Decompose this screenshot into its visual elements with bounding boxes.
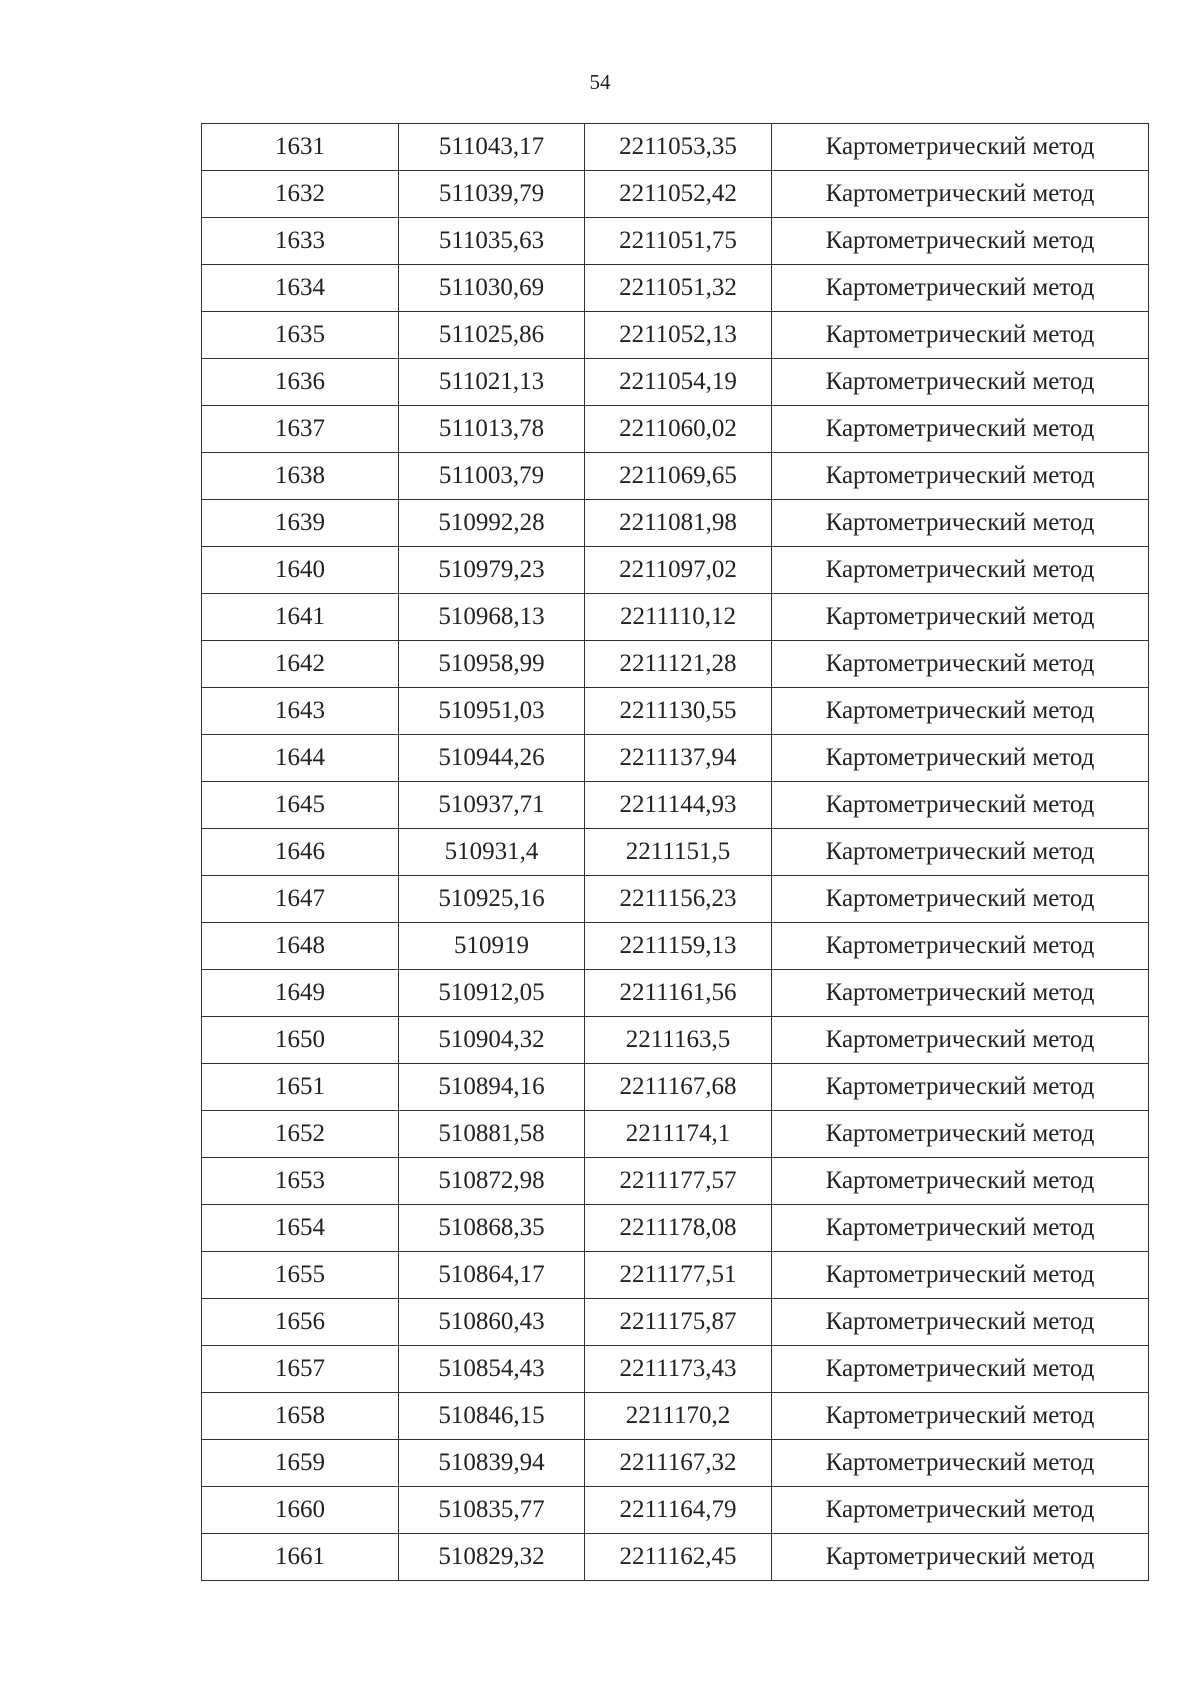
table-row [202, 1440, 1149, 1487]
method-cell: Картометрический метод [772, 406, 1149, 453]
point-number-cell: 1649 [202, 970, 399, 1017]
y-coordinate-cell: 2211175,87 [585, 1299, 772, 1346]
point-number-cell: 1634 [202, 265, 399, 312]
y-coordinate-cell: 2211170,2 [585, 1393, 772, 1440]
x-coordinate-cell: 511039,79 [399, 171, 585, 218]
point-number-cell: 1657 [202, 1346, 399, 1393]
x-coordinate-cell: 510835,77 [399, 1487, 585, 1534]
x-coordinate-cell: 510881,58 [399, 1111, 585, 1158]
x-coordinate-cell: 510904,32 [399, 1017, 585, 1064]
table-row [202, 453, 1149, 500]
x-coordinate-cell: 511021,13 [399, 359, 585, 406]
y-coordinate-cell: 2211052,42 [585, 171, 772, 218]
table-row [202, 641, 1149, 688]
method-cell: Картометрический метод [772, 171, 1149, 218]
x-coordinate-cell: 510958,99 [399, 641, 585, 688]
point-number-cell: 1637 [202, 406, 399, 453]
method-cell: Картометрический метод [772, 688, 1149, 735]
table-row [202, 735, 1149, 782]
point-number-cell: 1661 [202, 1534, 399, 1581]
y-coordinate-cell: 2211167,32 [585, 1440, 772, 1487]
y-coordinate-cell: 2211164,79 [585, 1487, 772, 1534]
table-row [202, 265, 1149, 312]
point-number-cell: 1646 [202, 829, 399, 876]
x-coordinate-cell: 510944,26 [399, 735, 585, 782]
point-number-cell: 1659 [202, 1440, 399, 1487]
table-row [202, 688, 1149, 735]
point-number-cell: 1653 [202, 1158, 399, 1205]
x-coordinate-cell: 510919 [399, 923, 585, 970]
method-cell: Картометрический метод [772, 1534, 1149, 1581]
x-coordinate-cell: 511043,17 [399, 124, 585, 171]
point-number-cell: 1645 [202, 782, 399, 829]
table-row [202, 218, 1149, 265]
y-coordinate-cell: 2211052,13 [585, 312, 772, 359]
x-coordinate-cell: 510872,98 [399, 1158, 585, 1205]
x-coordinate-cell: 510968,13 [399, 594, 585, 641]
point-number-cell: 1650 [202, 1017, 399, 1064]
method-cell: Картометрический метод [772, 923, 1149, 970]
y-coordinate-cell: 2211121,28 [585, 641, 772, 688]
point-number-cell: 1641 [202, 594, 399, 641]
x-coordinate-cell: 511003,79 [399, 453, 585, 500]
x-coordinate-cell: 510931,4 [399, 829, 585, 876]
table-row [202, 124, 1149, 171]
point-number-cell: 1655 [202, 1252, 399, 1299]
method-cell: Картометрический метод [772, 1064, 1149, 1111]
page-number: 54 [589, 70, 611, 94]
table-row [202, 594, 1149, 641]
table-row [202, 1534, 1149, 1581]
y-coordinate-cell: 2211130,55 [585, 688, 772, 735]
point-number-cell: 1639 [202, 500, 399, 547]
point-number-cell: 1632 [202, 171, 399, 218]
point-number-cell: 1642 [202, 641, 399, 688]
y-coordinate-cell: 2211177,51 [585, 1252, 772, 1299]
x-coordinate-cell: 510951,03 [399, 688, 585, 735]
point-number-cell: 1638 [202, 453, 399, 500]
method-cell: Картометрический метод [772, 1440, 1149, 1487]
method-cell: Картометрический метод [772, 735, 1149, 782]
method-cell: Картометрический метод [772, 124, 1149, 171]
method-cell: Картометрический метод [772, 876, 1149, 923]
method-cell: Картометрический метод [772, 265, 1149, 312]
x-coordinate-cell: 510992,28 [399, 500, 585, 547]
point-number-cell: 1658 [202, 1393, 399, 1440]
table-row [202, 1205, 1149, 1252]
method-cell: Картометрический метод [772, 594, 1149, 641]
y-coordinate-cell: 2211161,56 [585, 970, 772, 1017]
method-cell: Картометрический метод [772, 547, 1149, 594]
table-row [202, 312, 1149, 359]
x-coordinate-cell: 511013,78 [399, 406, 585, 453]
coordinates-table [201, 123, 1149, 1581]
x-coordinate-cell: 510860,43 [399, 1299, 585, 1346]
method-cell: Картометрический метод [772, 453, 1149, 500]
method-cell: Картометрический метод [772, 1346, 1149, 1393]
table-row [202, 1299, 1149, 1346]
table-row [202, 359, 1149, 406]
x-coordinate-cell: 510925,16 [399, 876, 585, 923]
table-row [202, 1064, 1149, 1111]
x-coordinate-cell: 511030,69 [399, 265, 585, 312]
table-row [202, 171, 1149, 218]
table-row [202, 500, 1149, 547]
y-coordinate-cell: 2211178,08 [585, 1205, 772, 1252]
table-row [202, 1111, 1149, 1158]
method-cell: Картометрический метод [772, 829, 1149, 876]
y-coordinate-cell: 2211159,13 [585, 923, 772, 970]
x-coordinate-cell: 510854,43 [399, 1346, 585, 1393]
x-coordinate-cell: 510937,71 [399, 782, 585, 829]
table-row [202, 547, 1149, 594]
method-cell: Картометрический метод [772, 970, 1149, 1017]
method-cell: Картометрический метод [772, 1299, 1149, 1346]
table-row [202, 782, 1149, 829]
table-row [202, 829, 1149, 876]
table-row [202, 1487, 1149, 1534]
point-number-cell: 1644 [202, 735, 399, 782]
point-number-cell: 1656 [202, 1299, 399, 1346]
method-cell: Картометрический метод [772, 1158, 1149, 1205]
method-cell: Картометрический метод [772, 1111, 1149, 1158]
y-coordinate-cell: 2211081,98 [585, 500, 772, 547]
y-coordinate-cell: 2211069,65 [585, 453, 772, 500]
x-coordinate-cell: 511025,86 [399, 312, 585, 359]
x-coordinate-cell: 510894,16 [399, 1064, 585, 1111]
x-coordinate-cell: 510979,23 [399, 547, 585, 594]
y-coordinate-cell: 2211156,23 [585, 876, 772, 923]
y-coordinate-cell: 2211177,57 [585, 1158, 772, 1205]
point-number-cell: 1654 [202, 1205, 399, 1252]
y-coordinate-cell: 2211110,12 [585, 594, 772, 641]
x-coordinate-cell: 510912,05 [399, 970, 585, 1017]
y-coordinate-cell: 2211137,94 [585, 735, 772, 782]
point-number-cell: 1635 [202, 312, 399, 359]
point-number-cell: 1648 [202, 923, 399, 970]
method-cell: Картометрический метод [772, 1252, 1149, 1299]
y-coordinate-cell: 2211163,5 [585, 1017, 772, 1064]
method-cell: Картометрический метод [772, 1487, 1149, 1534]
method-cell: Картометрический метод [772, 1017, 1149, 1064]
table-row [202, 1252, 1149, 1299]
x-coordinate-cell: 510839,94 [399, 1440, 585, 1487]
method-cell: Картометрический метод [772, 218, 1149, 265]
point-number-cell: 1647 [202, 876, 399, 923]
table-row [202, 1393, 1149, 1440]
table-row [202, 923, 1149, 970]
table-row [202, 1346, 1149, 1393]
point-number-cell: 1652 [202, 1111, 399, 1158]
x-coordinate-cell: 510868,35 [399, 1205, 585, 1252]
method-cell: Картометрический метод [772, 312, 1149, 359]
y-coordinate-cell: 2211051,75 [585, 218, 772, 265]
method-cell: Картометрический метод [772, 500, 1149, 547]
method-cell: Картометрический метод [772, 641, 1149, 688]
y-coordinate-cell: 2211167,68 [585, 1064, 772, 1111]
table-row [202, 970, 1149, 1017]
point-number-cell: 1633 [202, 218, 399, 265]
x-coordinate-cell: 510864,17 [399, 1252, 585, 1299]
table-row [202, 1017, 1149, 1064]
y-coordinate-cell: 2211144,93 [585, 782, 772, 829]
method-cell: Картометрический метод [772, 1205, 1149, 1252]
y-coordinate-cell: 2211051,32 [585, 265, 772, 312]
y-coordinate-cell: 2211053,35 [585, 124, 772, 171]
table-row [202, 876, 1149, 923]
point-number-cell: 1651 [202, 1064, 399, 1111]
y-coordinate-cell: 2211097,02 [585, 547, 772, 594]
y-coordinate-cell: 2211054,19 [585, 359, 772, 406]
x-coordinate-cell: 510829,32 [399, 1534, 585, 1581]
x-coordinate-cell: 511035,63 [399, 218, 585, 265]
point-number-cell: 1640 [202, 547, 399, 594]
coordinates-table-body [202, 124, 1149, 1581]
y-coordinate-cell: 2211174,1 [585, 1111, 772, 1158]
point-number-cell: 1636 [202, 359, 399, 406]
table-row [202, 1158, 1149, 1205]
y-coordinate-cell: 2211173,43 [585, 1346, 772, 1393]
method-cell: Картометрический метод [772, 359, 1149, 406]
y-coordinate-cell: 2211151,5 [585, 829, 772, 876]
y-coordinate-cell: 2211060,02 [585, 406, 772, 453]
y-coordinate-cell: 2211162,45 [585, 1534, 772, 1581]
point-number-cell: 1643 [202, 688, 399, 735]
method-cell: Картометрический метод [772, 1393, 1149, 1440]
method-cell: Картометрический метод [772, 782, 1149, 829]
point-number-cell: 1660 [202, 1487, 399, 1534]
x-coordinate-cell: 510846,15 [399, 1393, 585, 1440]
table-row [202, 406, 1149, 453]
point-number-cell: 1631 [202, 124, 399, 171]
